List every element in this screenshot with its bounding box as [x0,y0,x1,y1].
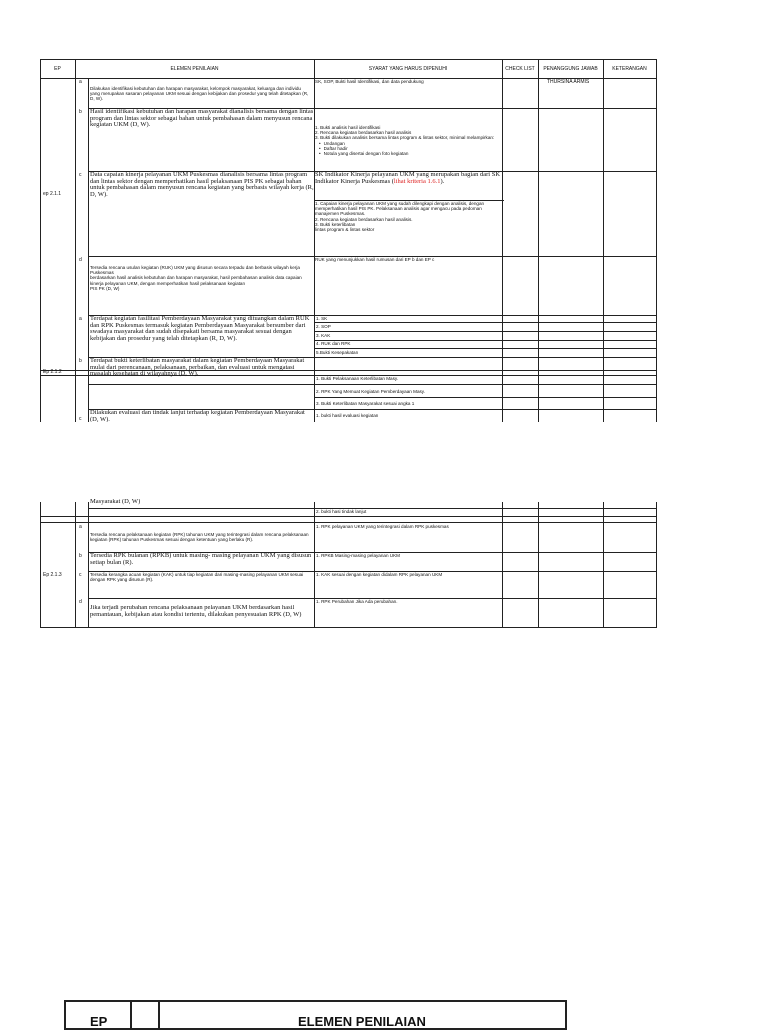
bullet-item: • Daftar hadir [315,146,501,151]
item-text: Terdapat bukti keterlibatan masyarakat dalam kegiatan Pemberdayaan Masyarakat mulai dari perencanaan, pelaksanaan, perbaikan, dan evaluasi untuk mengatasi masalah kesehatan di wilayahnya (D, W). [90,358,305,377]
item-text [90,265,312,291]
grid-line [40,627,657,628]
requirement-item: 1. Bukti Pelaksanaan Keterlibatan Masy. [316,376,399,381]
grid-line [314,331,657,332]
item-text: Tersedia RPK bulanan (RPKB) untuk masing- masing pelayanan UKM yang disusun setiap bulan (R). [90,553,312,566]
requirement-item: 2. bukti hasi tindak lanjut [316,509,367,514]
requirement-item: 4. RUK dan RPK [316,341,351,346]
requirement-item: 2. SOP [316,324,331,329]
item-text-line: berdasarkan hasil analisis kebutuhan dan harapan masyarakat, hasil pembahasan analisis data capaian kinerja pelayanan UKM, dengan memperhatikan hasil pelaksanaan kegiatan [90,275,302,286]
requirement-text: 1. RPK Perubahan Jika Ada perubahan. [316,599,398,604]
item-letter: c [79,172,82,178]
requirement-item: 2. Rencana kegiatan berdasarkan hasil analisis. [315,216,413,222]
requirement-item: 1. bukti hasil evaluasi kegiatan [316,413,379,418]
grid-line [314,59,315,422]
requirement-item: 5.Bukti Kesepakatan [316,350,359,355]
item-text: Dilakukan evaluasi dan tindak lanjut terhadap kegiatan Pemberdayaan Masyarakat (D, W). [90,410,305,422]
item-text-line: PIS PK (D, W) [90,285,120,291]
requirement-text [315,172,501,185]
item-text: Hasil identifikasi kebutuhan dan harapan masyarakat dianalisis bersama dengan lintas program dan lintas sektor sebagai bahan untuk pembahasan dalam menyusun rencana kegiatan UKM (D, W). [90,109,314,128]
grid-line [656,502,657,628]
requirement-text: RUK yang menunjukkan hasil rumusan dari EP b dan EP c [315,257,435,262]
grid-line [40,59,41,422]
item-text: Dilakukan identifikasi kebutuhan dan harapan masyarakat, kelompok masyarakat, keluarga dan individu yang merupakan sasaran pelayanan UKM sesuai dengan kebijakan dan prosedur yang telah ditetapkan (R, D, W). [90,86,309,102]
item-letter: c [79,572,82,578]
header-check-list: CHECK LIST [505,66,535,72]
grid-line [40,516,657,517]
header-elemen-large: ELEMEN PENILAIAN [298,1014,426,1029]
requirement-list [315,125,501,156]
item-letter: a [79,316,82,322]
requirement-item: 3. Bukti dilakukan analisis bersama lintas program & lintas sektor, minimal melampirkan: [315,135,495,141]
requirement-main: SK Indikator Kinerja pelayanan UKM yang merupakan bagian dari SK Indikator Kinerja Puskesmas ( [315,172,501,185]
ep-label: Ep 2.1.2 [43,369,62,375]
requirement-item: 3. Bukti keterlibatan [315,221,356,227]
item-letter: c [79,416,82,422]
item-letter: d [79,599,82,605]
requirement-item: 1. SK [316,316,328,321]
header-syarat: SYARAT YANG HARUS DIPENUHI [368,66,448,72]
item-letter: b [79,109,82,115]
header-penanggung-jawab: PENANGGUNG JAWAB [543,66,598,72]
assessment-table-part-2 [40,499,768,628]
header-ep: EP [54,66,61,72]
requirement-end: ). [440,177,445,185]
item-letter: b [79,553,82,559]
grid-line [88,502,89,628]
grid-line [75,59,76,422]
requirement-text: 1. RPKB Masing-masing pelayanan UKM [316,553,401,558]
grid-line [130,1002,132,1028]
item-text-line: Tersedia rencana usulan kegiatan (RUK) UKM yang disusun secara terpadu dan berbasis wilayah kerja Puskesmas [90,265,300,276]
item-letter: a [79,79,82,85]
grid-line [538,502,539,628]
item-letter: a [79,524,82,530]
grid-line [88,384,657,385]
criteria-link[interactable]: lihat kriteria 1.6.1 [393,177,441,185]
grid-line [603,59,604,422]
item-text: Terdapat kegiatan fasilitasi Pemberdayaan Masyarakat yang dituangkan dalam RUK dan RPK Puskesmas termasuk kegiatan Pemberdayaan Masyarakat bersumber dari swadaya masyarakat dan sudah disepakati bersama masyarakat sesuai dengan kebijakan dan prosedur yang telah ditetapkan (R, D, W). [90,316,310,342]
requirement-item: 2. RPK Yang Memuat Kegiatan Pemberdayaan Masy. [316,389,426,394]
requirement-item: 3. Bukti Keterlibatan Masyarakat sesuai angka 1 [316,401,415,406]
ep-label: ep 2.1.1 [43,191,62,197]
header-keterangan: KETERANGAN [612,66,647,72]
item-letter: b [79,358,82,364]
grid-line [502,502,503,628]
grid-line [88,78,89,422]
item-text: Jika terjadi perubahan rencana pelaksanaan pelayanan UKM berdasarkan hasil pemantauan, kebijakan atau kondisi tertentu, dilakukan penyesuaian RPK (D, W) [90,605,302,618]
requirement-text: 1. RPK pelayanan UKM yang terintegrasi dalam RPK puskesmas [316,524,449,529]
bullet-item: • Undangan [315,141,501,146]
grid-line [158,1002,160,1028]
grid-line [603,502,604,628]
grid-line [75,502,76,628]
ep-label: Ep 2.1.3 [43,572,62,578]
bullet-item: • Notula yang disertai dengan foto kegiatan [315,151,501,156]
grid-line [40,522,657,523]
grid-line [314,502,315,628]
pj-name: THURSINA ARMIS [547,79,590,85]
item-text: Tersedia rencana pelaksanaan kegiatan (RPK) tahunan UKM yang terintegrasi dalam rencana pelaksanaan kegiatan (RPK) tahunan Puskesmas sesuai dengan ketentuan yang berlaku (R). [90,532,309,543]
requirement-list [315,201,501,232]
item-letter: d [79,257,82,263]
item-text: Data capaian kinerja pelayanan UKM Puskesmas dianalisis bersama lintas program dan lintas sektor dengan memperhatikan hasil pelaksanaan PIS PK sebagai bahan untuk pembahasan dalam menyusun rencana kegiatan yang berbasis wilayah kerja (R, D, W). [90,172,314,198]
item-text-continued: Masyarakat (D, W) [90,499,141,505]
grid-line [314,348,657,349]
requirement-text: SK, SOP, Bukti hasil Identifikasi, dan data pendukung [315,79,424,84]
requirement-item: 3. KAK [316,333,331,338]
requirement-item: 1. Capaian kinerja pelayanan UKM yang sudah dilengkapi dengan analisis, dengan memperhatikan hasil PIS PK. Pelaksanaan analisis agar mengacu pada pedoman manajemen Puskesmas. [315,201,485,217]
item-text: Tersedia kerangka acuan kegiatan (KAK) untuk tiap kegiatan dari masing-masing pelayanan UKM sesuai dengan RPK yang disusun (R). [90,572,304,583]
grid-line [502,59,503,422]
assessment-table-part-1 [40,59,768,422]
grid-line [314,322,657,323]
next-page-header [64,1000,567,1030]
requirement-item: 1. Bukti analisis hasil identifikasi [315,125,381,130]
header-ep-large: EP [90,1014,108,1029]
header-elemen-penilaian: ELEMEN PENILAIAN [170,66,219,72]
grid-line [40,502,41,628]
grid-line [40,59,657,60]
requirement-text: 1. KAK sesuai dengan kegiatan didalam RPK pelayanan UKM [316,572,443,577]
grid-line [314,397,657,398]
grid-line [656,59,657,422]
requirement-item: lintas program & lintas sektor [315,227,375,233]
grid-line [538,59,539,422]
requirement-item: 2. Rencana kegiatan berdasarkan hasil analisis [315,130,412,136]
